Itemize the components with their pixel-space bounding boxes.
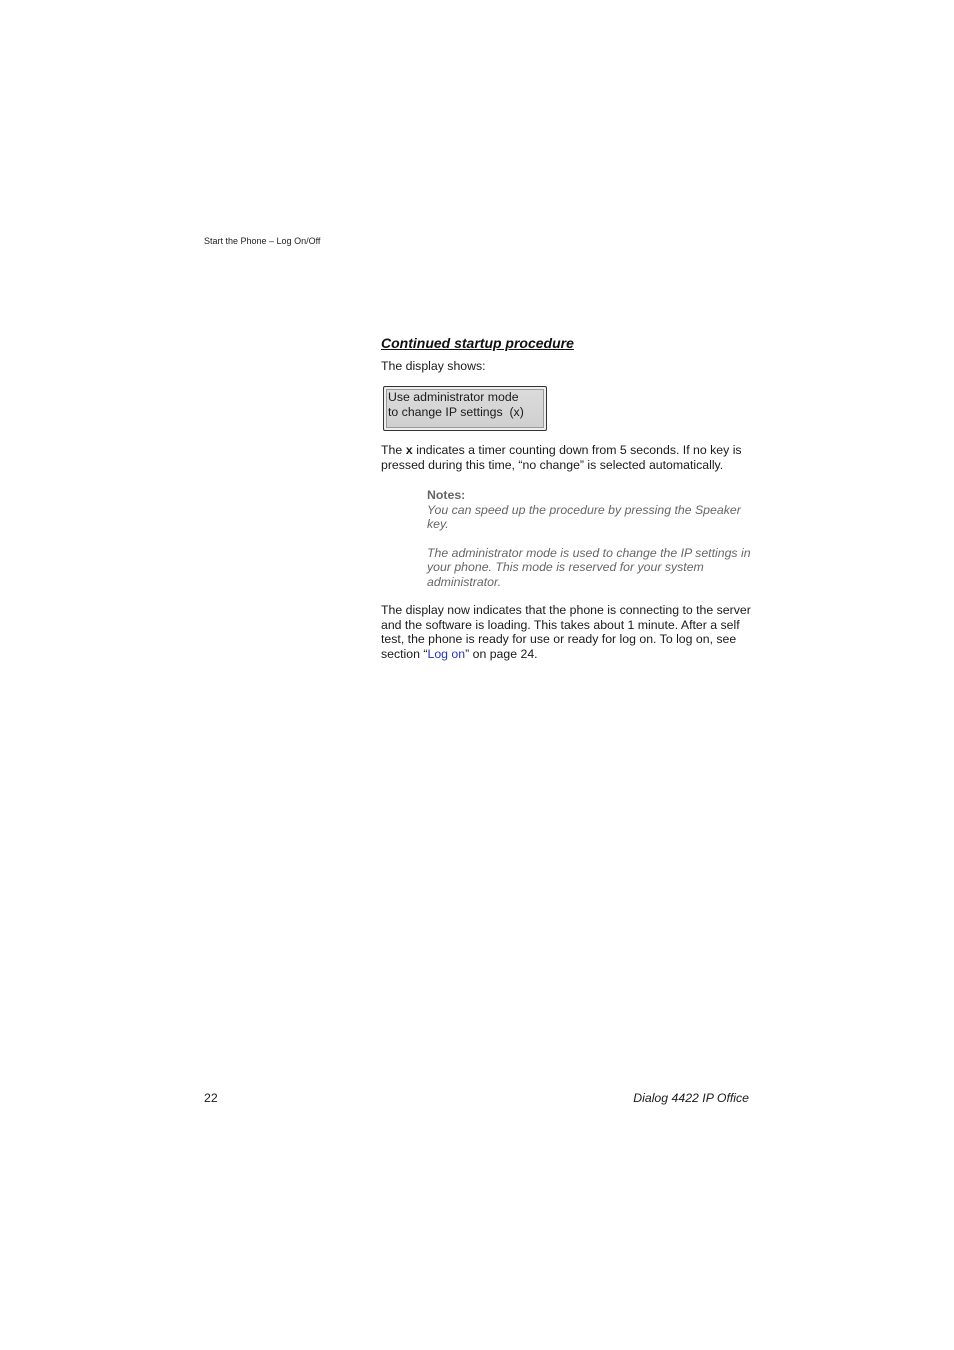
final-paragraph	[381, 603, 753, 661]
notes-block	[427, 488, 753, 590]
phone-display	[383, 386, 547, 431]
notes-label: Notes:	[427, 487, 466, 502]
final-text: The display now indicates that the phone is connecting to the server and the software is loading. This takes about 1 minute. After a self test, the phone is ready for use or ready for log on. To log on, see section “	[381, 603, 751, 661]
log-on-link[interactable]: Log on	[427, 646, 466, 661]
page-number: 22	[204, 1091, 218, 1105]
intro-text: The display shows:	[381, 359, 486, 373]
content-column	[381, 334, 753, 661]
timer-text-post: indicates a timer counting down from 5 seconds. If no key is pressed during this time, “no change” is selected automatically.	[381, 442, 742, 472]
final-suffix: ” on page 24.	[465, 646, 538, 661]
document-title: Dialog 4422 IP Office	[633, 1091, 749, 1105]
running-header: Start the Phone – Log On/Off	[204, 236, 321, 246]
section-title: Continued startup procedure	[381, 335, 574, 351]
timer-paragraph	[381, 443, 753, 473]
note-item: You can speed up the procedure by pressing the Speaker key.	[427, 502, 741, 531]
note-item: The administrator mode is used to change the IP settings in your phone. This mode is reserved for your system administrator.	[427, 545, 751, 589]
timer-symbol: x	[405, 443, 413, 458]
timer-text-pre: The	[381, 442, 406, 457]
display-line-2: to change IP settings (x)	[388, 404, 524, 419]
display-line-1: Use administrator mode	[388, 389, 519, 404]
